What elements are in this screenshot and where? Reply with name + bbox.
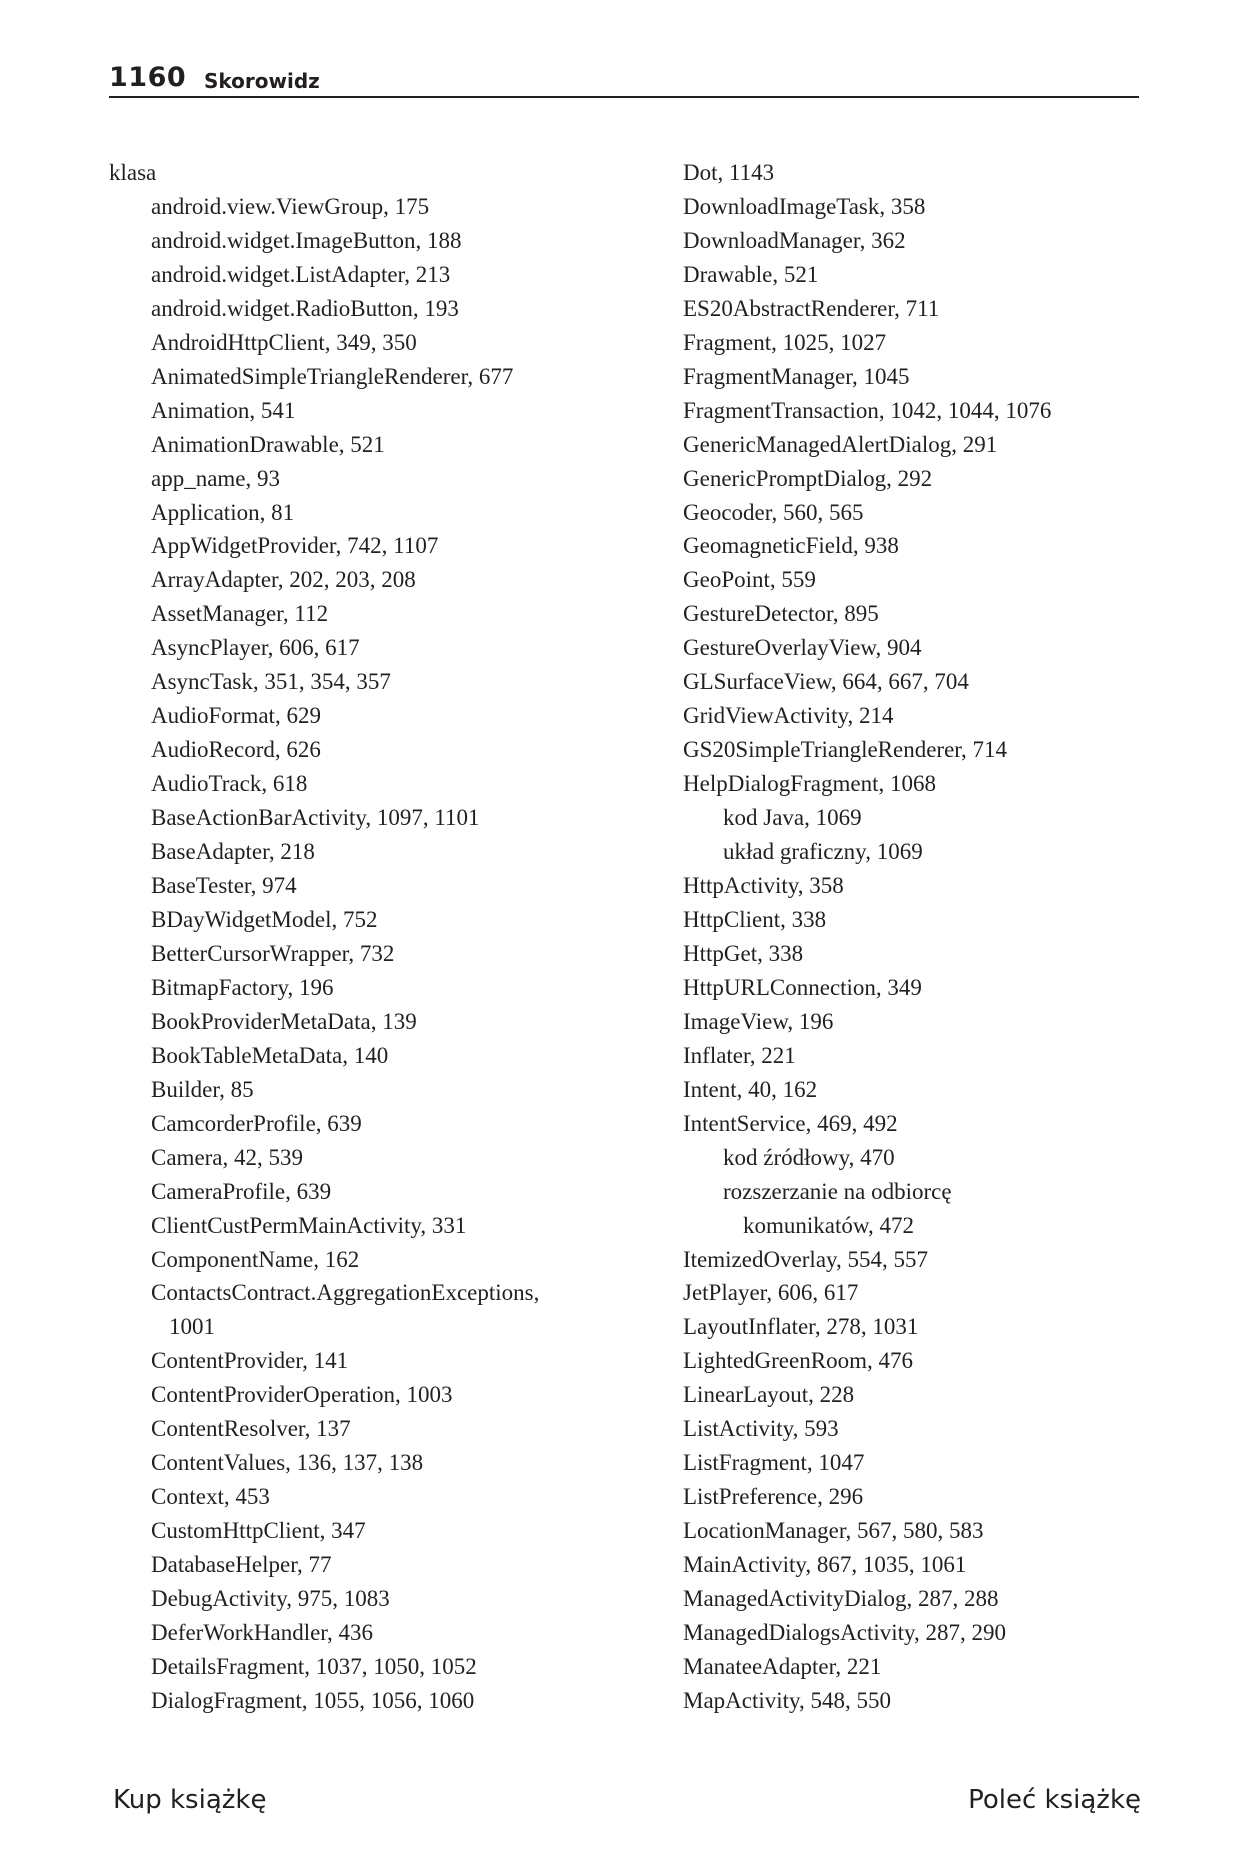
index-entry: HttpClient, 338 bbox=[683, 906, 827, 932]
index-entry: komunikatów, 472 bbox=[743, 1212, 914, 1238]
index-entry: GestureDetector, 895 bbox=[683, 601, 879, 627]
index-entry: Geocoder, 560, 565 bbox=[683, 499, 864, 525]
index-entry: HttpActivity, 358 bbox=[683, 873, 844, 899]
index-entry: LayoutInflater, 278, 1031 bbox=[683, 1314, 919, 1340]
index-entry: android.widget.ListAdapter, 213 bbox=[151, 261, 451, 287]
index-entry: GenericManagedAlertDialog, 291 bbox=[683, 431, 998, 457]
index-entry: AssetManager, 112 bbox=[151, 601, 329, 627]
index-entry: ManateeAdapter, 221 bbox=[683, 1653, 882, 1679]
index-entry: ListFragment, 1047 bbox=[683, 1450, 865, 1476]
index-entry: ItemizedOverlay, 554, 557 bbox=[683, 1246, 929, 1272]
index-entry: ComponentName, 162 bbox=[151, 1246, 360, 1272]
index-entry: LocationManager, 567, 580, 583 bbox=[683, 1518, 984, 1544]
index-entry: android.view.ViewGroup, 175 bbox=[151, 193, 430, 219]
index-entry: ContactsContract.AggregationExceptions, bbox=[151, 1280, 540, 1306]
index-entry: android.widget.ImageButton, 188 bbox=[151, 227, 462, 253]
index-entry: BookTableMetaData, 140 bbox=[151, 1042, 389, 1068]
index-entry: ES20AbstractRenderer, 711 bbox=[683, 295, 940, 321]
index-entry: LinearLayout, 228 bbox=[683, 1382, 855, 1408]
index-entry: DownloadManager, 362 bbox=[683, 227, 906, 253]
index-entry: LightedGreenRoom, 476 bbox=[683, 1348, 913, 1374]
recommend-book-link[interactable]: Poleć książkę bbox=[968, 1785, 1141, 1815]
index-entry: BaseActionBarActivity, 1097, 1101 bbox=[151, 805, 480, 831]
index-entry: BookProviderMetaData, 139 bbox=[151, 1008, 417, 1034]
index-entry: AndroidHttpClient, 349, 350 bbox=[151, 329, 417, 355]
index-entry: ImageView, 196 bbox=[683, 1008, 834, 1034]
index-entry: ClientCustPermMainActivity, 331 bbox=[151, 1212, 467, 1238]
index-entry: ListActivity, 593 bbox=[683, 1416, 839, 1442]
index-entry: AudioTrack, 618 bbox=[151, 771, 308, 797]
index-entry: 1001 bbox=[169, 1314, 215, 1340]
index-entry: Inflater, 221 bbox=[683, 1042, 796, 1068]
index-entry: CameraProfile, 639 bbox=[151, 1178, 332, 1204]
index-entry: AsyncPlayer, 606, 617 bbox=[151, 635, 360, 661]
index-entry: kod źródłowy, 470 bbox=[723, 1144, 895, 1170]
index-entry: Application, 81 bbox=[151, 499, 295, 525]
index-entry: GenericPromptDialog, 292 bbox=[683, 465, 933, 491]
index-entry: DeferWorkHandler, 436 bbox=[151, 1619, 374, 1645]
index-entry: ContentResolver, 137 bbox=[151, 1416, 351, 1442]
index-entry: Context, 453 bbox=[151, 1484, 270, 1510]
index-entry: JetPlayer, 606, 617 bbox=[683, 1280, 859, 1306]
buy-book-link[interactable]: Kup książkę bbox=[113, 1785, 267, 1815]
index-entry: BaseTester, 974 bbox=[151, 873, 297, 899]
index-entry: BaseAdapter, 218 bbox=[151, 839, 315, 865]
index-entry: Animation, 541 bbox=[151, 397, 296, 423]
page-number: 1160 bbox=[109, 62, 187, 93]
index-entry: układ graficzny, 1069 bbox=[723, 839, 923, 865]
index-entry: GS20SimpleTriangleRenderer, 714 bbox=[683, 737, 1008, 763]
index-entry: CamcorderProfile, 639 bbox=[151, 1110, 362, 1136]
index-entry: ContentProvider, 141 bbox=[151, 1348, 349, 1374]
index-entry: FragmentTransaction, 1042, 1044, 1076 bbox=[683, 397, 1052, 423]
index-entry: rozszerzanie na odbiorcę bbox=[723, 1178, 952, 1204]
index-entry: HttpGet, 338 bbox=[683, 940, 804, 966]
index-entry: GestureOverlayView, 904 bbox=[683, 635, 922, 661]
page-header bbox=[109, 60, 1139, 98]
index-entry: app_name, 93 bbox=[151, 465, 281, 491]
index-entry: AsyncTask, 351, 354, 357 bbox=[151, 669, 391, 695]
index-entry: DialogFragment, 1055, 1056, 1060 bbox=[151, 1687, 475, 1713]
index-entry: GeoPoint, 559 bbox=[683, 567, 816, 593]
index-entry: DebugActivity, 975, 1083 bbox=[151, 1586, 390, 1612]
index-entry: HelpDialogFragment, 1068 bbox=[683, 771, 936, 797]
index-entry: BDayWidgetModel, 752 bbox=[151, 906, 378, 932]
index-entry: AppWidgetProvider, 742, 1107 bbox=[151, 533, 439, 559]
index-entry: ListPreference, 296 bbox=[683, 1484, 864, 1510]
index-entry: GridViewActivity, 214 bbox=[683, 703, 894, 729]
index-entry: Camera, 42, 539 bbox=[151, 1144, 304, 1170]
index-entry: AnimatedSimpleTriangleRenderer, 677 bbox=[151, 363, 514, 389]
index-entry: DetailsFragment, 1037, 1050, 1052 bbox=[151, 1653, 477, 1679]
index-entry: Builder, 85 bbox=[151, 1076, 254, 1102]
index-entry: kod Java, 1069 bbox=[723, 805, 862, 831]
index-entry: klasa bbox=[109, 160, 157, 185]
index-entry: ContentValues, 136, 137, 138 bbox=[151, 1450, 424, 1476]
index-entry: android.widget.RadioButton, 193 bbox=[151, 295, 459, 321]
index-entry: ContentProviderOperation, 1003 bbox=[151, 1382, 453, 1408]
index-entry: MainActivity, 867, 1035, 1061 bbox=[683, 1552, 967, 1578]
index-entry: BetterCursorWrapper, 732 bbox=[151, 940, 395, 966]
index-entry: Drawable, 521 bbox=[683, 261, 819, 287]
index-entry: DatabaseHelper, 77 bbox=[151, 1552, 332, 1578]
index-entry: Dot, 1143 bbox=[683, 160, 775, 185]
index-entry: ManagedActivityDialog, 287, 288 bbox=[683, 1586, 999, 1612]
index-entry: ArrayAdapter, 202, 203, 208 bbox=[151, 567, 416, 593]
index-entry: AnimationDrawable, 521 bbox=[151, 431, 385, 457]
index-entry: BitmapFactory, 196 bbox=[151, 974, 334, 1000]
index-column-right bbox=[683, 156, 1143, 1718]
index-entry: AudioRecord, 626 bbox=[151, 737, 321, 763]
index-column-left bbox=[109, 156, 629, 1718]
index-entry: MapActivity, 548, 550 bbox=[683, 1687, 892, 1713]
index-entry: Intent, 40, 162 bbox=[683, 1076, 818, 1102]
index-entry: AudioFormat, 629 bbox=[151, 703, 321, 729]
index-entry: FragmentManager, 1045 bbox=[683, 363, 910, 389]
index-entry: CustomHttpClient, 347 bbox=[151, 1518, 366, 1544]
index-entry: GeomagneticField, 938 bbox=[683, 533, 899, 559]
running-head: Skorowidz bbox=[204, 69, 320, 93]
index-entry: ManagedDialogsActivity, 287, 290 bbox=[683, 1619, 1007, 1645]
index-entry: HttpURLConnection, 349 bbox=[683, 974, 922, 1000]
index-entry: GLSurfaceView, 664, 667, 704 bbox=[683, 669, 969, 695]
index-entry: IntentService, 469, 492 bbox=[683, 1110, 898, 1136]
index-entry: DownloadImageTask, 358 bbox=[683, 193, 926, 219]
index-entry: Fragment, 1025, 1027 bbox=[683, 329, 887, 355]
